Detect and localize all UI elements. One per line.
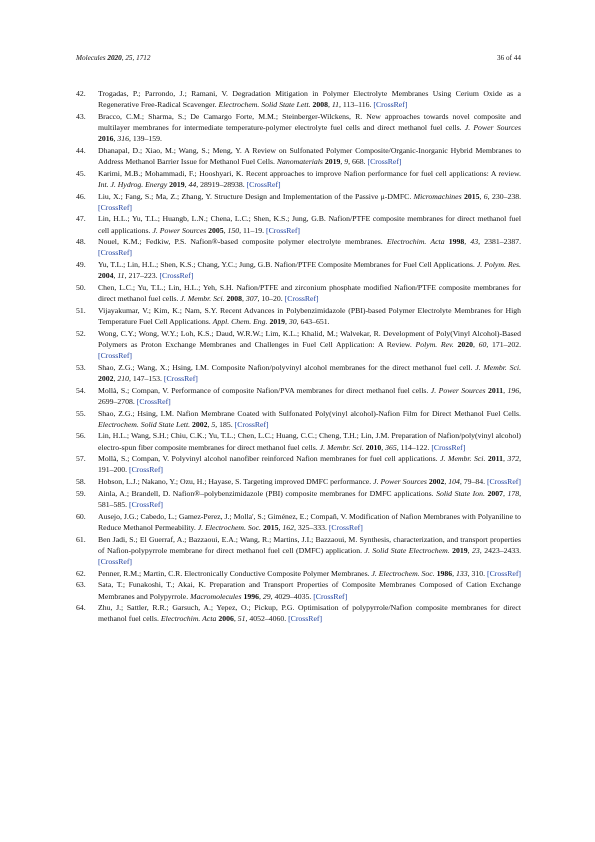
reference-number: 58. [76,477,86,487]
reference-authors-title: Liu, X.; Fang, S.; Ma, Z.; Zhang, Y. Structure Design and Implementation of the Passive μ-DMFC. [98,191,412,201]
reference-year: 2007 [487,488,503,498]
reference-authors-title: Mollà, S.; Compan, V. Performance of composite Nafion/PVA membranes for direct methanol fuel cells. [98,385,429,395]
reference-authors-title: Nouel, K.M.; Fedkiw, P.S. Nafion®-based composite polymer electrolyte membranes. [98,237,383,247]
reference-item: 52. Wong, C.Y.; Wong, W.Y.; Loh, K.S.; Daud, W.R.W.; Lim, K.L.; Khalid, M.; Walvekar, R. Development of Poly(Vinyl Alcohol)-Based Polymers as Proton Exchange Membranes and Challenges in Fuel Cell Application: A Review. Polym. Rev. 2020, 60, 171–202. [CrossRef] [76,328,522,361]
reference-authors-title: Karimi, M.B.; Mohammadi, F.; Hooshyari, K. Recent approaches to improve Nafion performance for fuel cell applications: A review. [98,168,521,178]
reference-authors-title: Sata, T.; Funakoshi, T.; Akai, K. Preparation and Transport Properties of Composite Membranes Composed of Cation Exchange Membranes and Polypyrrole. [98,580,521,601]
crossref-link[interactable]: [CrossRef] [487,568,522,578]
reference-pages: , 113–116. [339,100,372,110]
reference-item: 48. Nouel, K.M.; Fedkiw, P.S. Nafion®-based composite polymer electrolyte membranes. Electrochim. Acta 1998, 43, 2381–2387. [CrossRef] [76,237,522,258]
crossref-link[interactable]: [CrossRef] [234,419,269,429]
reference-authors-title: Ausejo, J.G.; Cabedo, L.; Gamez-Perez, J.; Molla', S.; Giménez, E.; Compañ, V. Modification of Nafion Membranes with Polyaniline to Reduce Methanol Permeability. [98,511,521,532]
reference-volume: 51 [237,614,246,624]
crossref-link[interactable]: [CrossRef] [431,442,466,452]
reference-journal: Polym. Rev. [415,339,454,349]
reference-year: 2015 [262,522,279,532]
reference-journal: J. Membr. Sci. [180,294,225,304]
reference-item: 61. Ben Jadi, S.; El Guerraf, A.; Bazzaoui, E.A.; Wang, R.; Martins, J.I.; Bazzaoui, M. Synthesis, characterization, and transport properties of Nafion-polypyrrole membrane for direct methanol fuel cell (DMFC) application. J. Solid State Electrochem. 2019, 23, 2423–2433. [CrossRef] [76,534,521,566]
reference-item: 46. Liu, X.; Fang, S.; Ma, Z.; Zhang, Y. Structure Design and Implementation of the Passive μ-DMFC. Micromachines 2015, 6, 230–238. [CrossRef] [76,191,522,212]
reference-authors-title: Shao, Z.G.; Hsing, I.M. Nafion Membrane Coated with Sulfonated Poly(vinyl alcohol)-Nafion Film for Direct Methanol Fuel Cells. [98,408,521,418]
reference-volume: 5 [211,419,216,429]
reference-pages: , 139–159. [129,134,162,144]
reference-authors-title: Bracco, C.M.; Sharma, S.; De Camargo Forte, M.M.; Steinberger-Wilckens, R. New approaches towards novel composite and multilayer membranes for intermediate temperature-polymer electrolyte fuel cells and direct methanol fuel cells. [98,111,521,132]
reference-pages: , 11–19. [239,225,265,235]
reference-volume: 196 [507,385,520,395]
reference-journal: Macromolecules [190,591,242,601]
reference-item: 45. Karimi, M.B.; Mohammadi, F.; Hooshyari, K. Recent approaches to improve Nafion performance for fuel cell applications: A review. Int. J. Hydrog. Energy 2019, 44, 28919–28938. [CrossRef] [76,168,521,189]
reference-journal: J. Membr. Sci. [475,362,522,372]
reference-pages: , 581–585. [98,488,522,510]
reference-item: 54. Mollà, S.; Compan, V. Performance of composite Nafion/PVA membranes for direct methanol fuel cells. J. Power Sources 2011, 196, 2699–2708. [CrossRef] [76,385,522,406]
reference-journal: Nanomaterials [276,156,323,166]
crossref-link[interactable]: [CrossRef] [98,351,133,361]
reference-authors-title: Yu, T.L.; Lin, H.L.; Shen, K.S.; Chang, Y.C.; Jung, G.B. Nafion/PTFE Composite Membranes for Fuel Cell Applications. [98,260,475,270]
reference-authors-title: Penner, R.M.; Martin, C.R. Electronically Conductive Composite Polymer Membranes. [98,568,370,578]
reference-number: 50. [76,283,86,293]
reference-authors-title: Ainla, A.; Brandell, D. Nafion®–polybenzimidazole (PBI) composite membranes for DMFC applications. [98,488,434,498]
reference-year: 2019 [269,317,285,327]
reference-volume: 162 [282,522,294,532]
reference-item: 43. Bracco, C.M.; Sharma, S.; De Camargo Forte, M.M.; Steinberger-Wilckens, R. New approaches towards novel composite and multilayer membranes for intermediate temperature-polymer electrolyte fuel cells and direct methanol fuel cells. J. Power Sources 2016, 316, 139–159. [76,111,521,144]
reference-journal: Electrochem. Solid State Lett. [218,100,311,110]
reference-authors-title: Lin, H.L.; Wang, S.H.; Chiu, C.K.; Yu, T.L.; Chen, L.C.; Huang, C.C.; Cheng, T.H.; Lin, J.M. Preparation of Nafion/poly(vinyl alcohol) electro-spun fiber composite membranes for direct methanol fuel cells. [98,431,521,452]
reference-item: 42. Trogadas, P.; Parrondo, J.; Ramani, V. Degradation Mitigation in Polymer Electrolyte Membranes Using Cerium Oxide as a Regenerative Free-Radical Scavenger. Electrochem. Solid State Lett. 2008, 11, 113–116. [CrossRef] [76,89,521,110]
reference-journal: J. Electrochem. Soc. [197,522,261,532]
reference-journal: J. Polym. Res. [476,260,521,270]
reference-number: 47. [76,214,86,224]
reference-journal: J. Solid State Electrochem. [364,545,450,555]
reference-authors-title: Chen, L.C.; Yu, T.L.; Lin, H.L.; Yeh, S.H. Nafion/PTFE and zirconium phosphate modified Nafion/PTFE composite membranes for direct methanol fuel cells. [98,283,521,304]
reference-item: 56. Lin, H.L.; Wang, S.H.; Chiu, C.K.; Yu, T.L.; Chen, L.C.; Huang, C.C.; Cheng, T.H.; Lin, J.M. Preparation of Nafion/poly(vinyl alcohol) electro-spun fiber composite membranes for direct methanol fuel cells. J. Membr. Sci. 2010, 365, 114–122. [CrossRef] [76,431,521,452]
reference-list [76,88,521,625]
reference-item: 59. Ainla, A.; Brandell, D. Nafion®–polybenzimidazole (PBI) composite membranes for DMFC applications. Solid State Ion. 2007, 178, 581–585. [CrossRef] [76,488,522,510]
reference-volume: 43 [470,237,479,247]
crossref-link[interactable]: [CrossRef] [163,373,198,383]
reference-volume: 30 [288,317,297,327]
reference-volume: 9 [344,156,349,166]
reference-pages: , 325–333. [293,522,327,532]
reference-number: 51. [76,305,86,315]
journal-citation: Molecules 2020, 25, 1712 [76,54,151,62]
reference-pages: , 643–651. [296,317,330,327]
reference-year: 2019 [169,179,185,189]
crossref-link[interactable]: [CrossRef] [98,202,133,212]
reference-number: 57. [76,454,86,464]
reference-pages: , 10–20. [257,294,283,304]
reference-year: 2019 [324,156,341,166]
reference-year: 2008 [226,294,242,304]
reference-pages: , 147–153. [129,373,162,383]
reference-pages: , 114–122. [396,442,430,452]
reference-journal: Electrochim. Acta [160,614,217,624]
reference-volume: 210 [117,373,129,383]
reference-year: 2008 [312,100,328,110]
reference-authors-title: Zhu, J.; Sattler, R.R.; Garsuch, A.; Yepez, O.; Pickup, P.G. Optimisation of polypyrrole/Nafion composite membranes for direct methanol fuel cells. [98,603,521,624]
reference-item: 57. Mollà, S.; Compan, V. Polyvinyl alcohol nanofiber reinforced Nafion membranes for fuel cell applications. J. Membr. Sci. 2011, 372, 191–200. [CrossRef] [76,454,522,475]
reference-pages: , 4052–4060. [245,614,287,624]
reference-year: 2002 [428,477,445,487]
reference-year: 2011 [487,454,503,464]
reference-number: 59. [76,488,86,498]
reference-year: 2010 [365,442,382,452]
reference-volume: 133 [456,568,468,578]
reference-number: 61. [76,534,86,544]
reference-volume: 6 [483,191,488,201]
reference-volume: 11 [117,271,125,281]
reference-authors-title: Dhanapal, D.; Xiao, M.; Wang, S.; Meng, Y. A Review on Sulfonated Polymer Composite/Organic-Inorganic Hybrid Membranes to Address Methanol Barrier Issue for Methanol Fuel Cells. [98,145,521,166]
reference-year: 2005 [208,225,224,235]
reference-number: 60. [76,511,86,521]
reference-journal: J. Membr. Sci. [440,454,486,464]
crossref-link[interactable]: [CrossRef] [373,100,408,110]
reference-journal: Appl. Chem. Eng. [212,317,268,327]
reference-pages: , 668. [348,156,366,166]
reference-item: 60. Ausejo, J.G.; Cabedo, L.; Gamez-Perez, J.; Molla', S.; Giménez, E.; Compañ, V. Modification of Nafion Membranes with Polyaniline to Reduce Methanol Permeability. J. Electrochem. Soc. 2015, 162, 325–333. [CrossRef] [76,511,521,532]
reference-number: 54. [76,385,86,395]
page-header [76,54,521,66]
reference-number: 56. [76,431,86,441]
reference-item: 63. Sata, T.; Funakoshi, T.; Akai, K. Preparation and Transport Properties of Composite Membranes Composed of Cation Exchange Membranes and Polypyrrole. Macromolecules 1996, 29, 4029–4035. [CrossRef] [76,580,521,601]
reference-authors-title: Wong, C.Y.; Wong, W.Y.; Loh, K.S.; Daud, W.R.W.; Lim, K.L.; Khalid, M.; Walvekar, R. Development of Poly(Vinyl Alcohol)-Based Polymers as Proton Exchange Membranes and Challenges in Fuel Cell Application: A Review. [98,328,521,349]
crossref-link[interactable]: [CrossRef] [284,294,319,304]
reference-volume: 307 [245,294,258,304]
reference-journal: Micromachines [413,191,462,201]
reference-item: 53. Shao, Z.G.; Wang, X.; Hsing, I.M. Composite Nafion/polyvinyl alcohol membranes for the direct methanol fuel cell. J. Membr. Sci. 2002, 210, 147–153. [CrossRef] [76,362,522,383]
reference-item: 51. Vijayakumar, V.; Kim, K.; Nam, S.Y. Recent Advances in Polybenzimidazole (PBI)-based Polymer Electrolyte Membranes for High Temperature Fuel Cell Applications. Appl. Chem. Eng. 2019, 30, 643–651. [76,305,521,327]
reference-pages: , 230–238. [487,191,522,201]
crossref-link[interactable]: [CrossRef] [265,225,300,235]
reference-journal: Electrochem. Solid State Lett. [98,419,191,429]
journal-year: 2020 [107,54,122,62]
reference-volume: 316 [117,134,129,144]
reference-number: 43. [76,111,86,121]
crossref-link[interactable]: [CrossRef] [98,556,133,566]
reference-volume: 150 [227,225,240,235]
reference-item: 62. Penner, R.M.; Martin, C.R. Electronically Conductive Composite Polymer Membranes. J. Electrochem. Soc. 1986, 133, 310. [CrossRef] [76,568,522,578]
reference-pages: , 4029–4035. [270,591,312,601]
reference-authors-title: Ben Jadi, S.; El Guerraf, A.; Bazzaoui, E.A.; Wang, R.; Martins, J.I.; Bazzaoui, M. Synthesis, characterization, and transport properties of Nafion-polypyrrole membrane for direct methanol fuel cell (DMFC) application. [98,534,521,555]
reference-authors-title: Trogadas, P.; Parrondo, J.; Ramani, V. Degradation Mitigation in Polymer Electrolyte Membranes Using Cerium Oxide as a Regenerative Free-Radical Scavenger. [98,89,521,110]
crossref-link[interactable]: [CrossRef] [98,248,133,258]
reference-year: 2011 [488,385,504,395]
crossref-link[interactable]: [CrossRef] [159,271,194,281]
crossref-link[interactable]: [CrossRef] [129,500,164,510]
reference-journal: J. Power Sources [430,385,486,395]
crossref-link[interactable]: [CrossRef] [129,465,164,475]
reference-pages: , 185. [215,419,233,429]
reference-item: 55. Shao, Z.G.; Hsing, I.M. Nafion Membrane Coated with Sulfonated Poly(vinyl alcohol)-Nafion Film for Direct Methanol Fuel Cells. Electrochem. Solid State Lett. 2002, 5, 185. [CrossRef] [76,408,521,429]
reference-year: 2020 [457,339,474,349]
reference-journal: J. Power Sources [152,225,207,235]
reference-authors-title: Hobson, L.J.; Nakano, Y.; Ozu, H.; Hayase, S. Targeting improved DMFC performance. [98,477,372,487]
journal-name: Molecules [76,54,106,62]
reference-number: 44. [76,145,86,155]
reference-number: 63. [76,580,86,590]
crossref-link[interactable]: [CrossRef] [313,591,348,601]
reference-year: 1996 [243,591,259,601]
reference-number: 42. [76,89,86,98]
article-number: 1712 [136,54,151,62]
reference-volume: 44 [188,179,197,189]
reference-item: 50. Chen, L.C.; Yu, T.L.; Lin, H.L.; Yeh, S.H. Nafion/PTFE and zirconium phosphate modified Nafion/PTFE composite membranes for direct methanol fuel cells. J. Membr. Sci. 2008, 307, 10–20. [CrossRef] [76,283,521,304]
reference-item: 58. Hobson, L.J.; Nakano, Y.; Ozu, H.; Hayase, S. Targeting improved DMFC performance. J. Power Sources 2002, 104, 79–84. [CrossRef] [76,477,521,487]
reference-authors-title: Vijayakumar, V.; Kim, K.; Nam, S.Y. Recent Advances in Polybenzimidazole (PBI)-based Polymer Electrolyte Membranes for High Temperature Fuel Cell Applications. [98,305,521,327]
reference-year: 2004 [98,271,114,281]
reference-journal: J. Membr. Sci. [319,442,364,452]
crossref-link[interactable]: [CrossRef] [288,614,323,624]
crossref-link[interactable]: [CrossRef] [486,477,521,487]
reference-pages: , 28919–28938. [196,179,245,189]
reference-pages: , 171–202. [486,339,522,349]
reference-year: 2002 [191,419,208,429]
reference-year: 2019 [452,545,468,555]
crossref-link[interactable]: [CrossRef] [328,522,363,532]
reference-volume: 60 [478,339,487,349]
reference-journal: J. Power Sources [373,477,427,487]
reference-volume: 11 [331,100,340,110]
reference-journal: Electrochim. Acta [386,237,445,247]
reference-pages: , 191–200. [98,454,522,475]
reference-volume: 372 [507,454,520,464]
reference-number: 45. [76,168,86,178]
reference-item: 64. Zhu, J.; Sattler, R.R.; Garsuch, A.; Yepez, O.; Pickup, P.G. Optimisation of polypyrrole/Nafion composite membranes for direct methanol fuel cells. Electrochim. Acta 2006, 51, 4052–4060. [CrossRef] [76,603,521,624]
reference-authors-title: Lin, H.L.; Yu, T.L.; Huangb, L.N.; Chena, L.C.; Shen, K.S.; Jung, G.B. Nafion/PTFE composite membranes for direct methanol fuel cell applications. [98,214,521,235]
journal-volume: 25 [125,54,133,62]
reference-item: 49. Yu, T.L.; Lin, H.L.; Shen, K.S.; Chang, Y.C.; Jung, G.B. Nafion/PTFE Composite Membranes for Fuel Cell Applications. J. Polym. Res. 2004, 11, 217–223. [CrossRef] [76,260,521,281]
reference-journal: Solid State Ion. [436,488,485,498]
reference-pages: , 2423–2433. [479,545,521,555]
reference-volume: 365 [385,442,397,452]
reference-volume: 104 [448,477,460,487]
crossref-link[interactable]: [CrossRef] [246,179,281,189]
reference-number: 48. [76,237,86,247]
reference-number: 62. [76,568,86,578]
reference-authors-title: Mollà, S.; Compan, V. Polyvinyl alcohol nanofiber reinforced Nafion membranes for fuel cell applications. [98,454,438,464]
reference-pages: , 310. [467,568,486,578]
reference-number: 53. [76,362,86,372]
reference-volume: 178 [507,488,520,498]
reference-volume: 29 [262,591,271,601]
reference-number: 46. [76,191,86,201]
reference-number: 49. [76,260,86,270]
page-number: 36 of 44 [497,54,521,62]
reference-pages: , 2381–2387. [478,237,522,247]
reference-pages: , 2699–2708. [98,385,522,406]
crossref-link[interactable]: [CrossRef] [367,156,402,166]
reference-number: 52. [76,328,86,338]
crossref-link[interactable]: [CrossRef] [136,396,171,406]
reference-journal: Int. J. Hydrog. Energy [98,179,168,189]
reference-number: 55. [76,408,86,418]
reference-pages: , 217–223. [124,271,158,281]
reference-pages: , 79–84. [459,477,485,487]
reference-item: 47. Lin, H.L.; Yu, T.L.; Huangb, L.N.; Chena, L.C.; Shen, K.S.; Jung, G.B. Nafion/PTFE composite membranes for direct methanol fuel cell applications. J. Power Sources 2005, 150, 11–19. [CrossRef] [76,214,521,235]
reference-volume: 23 [472,545,480,555]
reference-year: 1998 [448,237,465,247]
reference-year: 2006 [218,614,234,624]
reference-item: 44. Dhanapal, D.; Xiao, M.; Wang, S.; Meng, Y. A Review on Sulfonated Polymer Composite/Organic-Inorganic Hybrid Membranes to Address Methanol Barrier Issue for Methanol Fuel Cells. Nanomaterials 2019, 9, 668. [CrossRef] [76,145,521,166]
reference-year: 2015 [463,191,480,201]
reference-journal: J. Power Sources [464,122,521,132]
reference-year: 2002 [98,373,114,383]
reference-number: 64. [76,603,86,613]
reference-year: 2016 [98,134,114,144]
reference-authors-title: Shao, Z.G.; Wang, X.; Hsing, I.M. Composite Nafion/polyvinyl alcohol membranes for the direct methanol fuel cell. [98,362,473,372]
reference-journal: J. Electrochem. Soc. [371,568,435,578]
reference-year: 1986 [436,568,453,578]
